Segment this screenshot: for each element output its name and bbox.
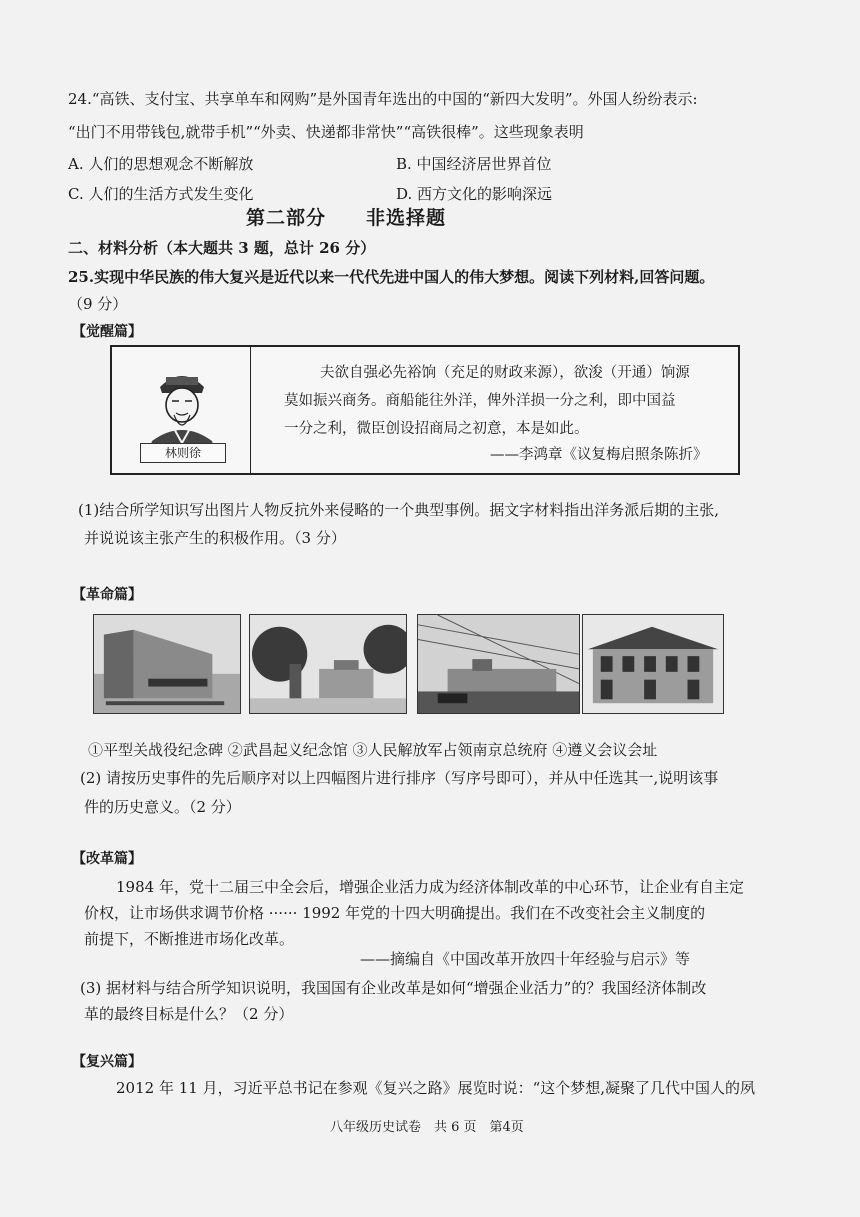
reform-text-line1: 1984 年，党十二届三中全会后，增强企业活力成为经济体制改革的中心环节，让企业有自主定 [116, 878, 744, 896]
box-divider [250, 347, 251, 473]
q2-line1: (2) 请按历史事件的先后顺序对以上四幅图片进行排序（写序号即可），并从中任选其一,说明该事 [80, 769, 719, 787]
part2-title: 第二部分 非选择题 [246, 207, 447, 229]
photo-nanjing-presidential-palace [417, 614, 580, 714]
q24-option-c: C. 人们的生活方式发生变化 [68, 185, 254, 203]
q3-line1: (3) 据材料与结合所学知识说明，我国国有企业改革是如何“增强企业活力”的？我国经济体制改 [80, 979, 707, 997]
photo-pingxingguan-monument [93, 614, 241, 714]
quote-line2: 莫如振兴商务。商船能往外洋，俾外洋损一分之利，即中国益 [284, 393, 676, 409]
quote-line1: 夫欲自强必先裕饷（充足的财政来源），欲浚（开通）饷源 [320, 365, 690, 381]
q24-option-b: B. 中国经济居世界首位 [396, 155, 552, 173]
awakening-label: 【觉醒篇】 [72, 324, 142, 340]
photo-zunyi-conference-site [582, 614, 724, 714]
awakening-material-box [110, 345, 740, 475]
q2-line2: 件的历史意义。（2 分） [84, 798, 241, 816]
q1-line2: 并说说该主张产生的积极作用。（3 分） [84, 529, 346, 547]
q1-line1: (1)结合所学知识写出图片人物反抗外来侵略的一个典型事例。据文字材料指出洋务派后期的主张, [78, 501, 720, 519]
quote-source: ——李鸿章《议复梅启照条陈折》 [490, 447, 708, 463]
reform-source: ——摘编自《中国改革开放四十年经验与启示》等 [360, 950, 691, 968]
revolution-label: 【革命篇】 [72, 587, 142, 603]
portrait-name-label: 林则徐 [140, 443, 226, 463]
q24-stem-line1: 24.“高铁、支付宝、共享单车和网购”是外国青年选出的中国的“新四大发明”。外国人纷纷表示: [68, 90, 698, 108]
q24-option-a: A. 人们的思想观念不断解放 [68, 155, 254, 173]
reform-text-line3: 前提下，不断推进市场化改革。 [84, 930, 295, 948]
reform-text-line2: 价权，让市场供求调节价格 ······ 1992 年党的十四大明确提出。我们在不改变社会主义制度的 [84, 904, 706, 922]
quote-line3: 一分之利，微臣创设招商局之初意，本是如此。 [284, 421, 589, 437]
reform-label: 【改革篇】 [72, 851, 142, 867]
q24-stem-line2: “出门不用带钱包,就带手机”“外卖、快递都非常快”“高铁很棒”。这些现象表明 [68, 123, 584, 141]
page-footer: 八年级历史试卷 共 6 页 第4页 [330, 1120, 524, 1135]
q24-option-d: D. 西方文化的影响深远 [396, 185, 553, 203]
q3-line2: 革的最终目标是什么？（2 分） [84, 1005, 294, 1023]
photo-wuchang-uprising-memorial [249, 614, 407, 714]
revival-label: 【复兴篇】 [72, 1054, 142, 1070]
revival-text-line1: 2012 年 11 月，习近平总书记在参观《复兴之路》展览时说：“这个梦想,凝聚了几代中国人的夙 [116, 1079, 756, 1097]
photo-captions: ①平型关战役纪念碑 ②武昌起义纪念馆 ③人民解放军占领南京总统府 ④遵义会议会址 [88, 741, 658, 759]
q25-stem-line1: 25.实现中华民族的伟大复兴是近代以来一代代先进中国人的伟大梦想。阅读下列材料,回答问题。 [68, 268, 715, 286]
q25-stem-line2: （9 分） [68, 295, 128, 313]
part2-section-heading: 二、材料分析（本大题共 3 题，总计 26 分） [68, 239, 376, 257]
